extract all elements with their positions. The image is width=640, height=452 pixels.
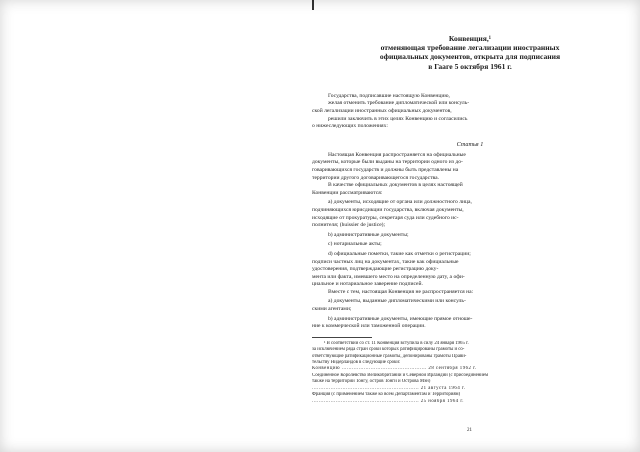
article-line: d) официальные пометки, такие как отметки о регистрации; [328,250,471,257]
article-line: Конвенции рассматриваются: [312,189,383,196]
page-number: 21 [467,428,472,433]
document-title [312,34,628,71]
preamble-line: Государства, подписавшие настоящую Конвенцию, [328,92,450,99]
footnote [312,341,628,405]
preamble-line: желая отменить требование дипломатической или консуль- [328,100,470,107]
article-line: c) нотариальные акты; [328,241,382,248]
article-line: полнителя; (huissier de justice); [312,222,386,229]
article-line: ние к коммерческой или таможенной операции. [312,323,426,330]
preamble [312,93,628,131]
article-line: Настоящая Конвенция распространяется на официальные [328,151,466,158]
article-body [312,152,628,331]
article-line: В качестве официальных документов в целях настоящей [328,182,463,189]
article-line: территории другого договаривающегося государства. [312,174,439,181]
article-line: b) административные документы; [328,231,409,238]
scan-margin-mark [312,0,314,10]
title-line: в Гааге 5 октября 1961 г. [428,61,512,71]
preamble-line: ской легализации иностранных официальных документов, [312,108,452,114]
article-line: b) административные документы, имеющие прямое отноше- [328,315,473,322]
article-line: удостоверения, подтверждающие регистрацию доку- [312,266,439,273]
article-line: Вместе с тем, настоящая Конвенция не распространяется на: [328,288,474,295]
footnote-line: также на территории Тонгу, остров Тонги и Острова Мэн) [312,379,431,385]
article-line: a) документы, выданные дипломатическими или консуль- [328,298,466,305]
footnote-line: Франция (с применением также ко всем Департаментам и Территориям) [312,392,461,398]
footnote-line: ¹ В соответствии со ст. 11 Конвенция вступила в силу 24 января 1965 г. [324,340,469,346]
footnote-line: ответствующие ратификационные грамоты, депонированы грамоты Прави- [312,353,467,359]
article-line: исходящие от прокуратуры, секретаря суда или судебного ис- [312,214,459,221]
article-line: подчиняющихся юрисдикции государства, включая документы, [312,206,464,213]
preamble-line: о нижеследующих положениях: [312,123,388,130]
title-line: официальных документов, открыта для подписания [379,52,561,62]
footnote-line: ............................................................... 25 ноября 1964 г. [312,398,464,404]
title-line: отменяющая требование легализации иностранных [380,43,560,53]
article-line: циальное и нотариальное заверение подписей. [312,281,423,288]
article-line: говаривающихся государств и должны быть представлены на [312,166,459,173]
preamble-line: решили заключить в этих целях Конвенцию и согласились [328,115,468,122]
article-line: подписи частных лиц на документах, такие как официальные [312,258,459,265]
footnote-line: за исключением ряда стран сроки которых ратифицированы грамоты и со- [312,347,465,353]
footnote-line: Конвенцию .................................................. 28 сентября 1962 г. [312,366,477,372]
title-line: Конвенция,¹ [448,34,492,43]
article-line: мента или факта, имевшего место на определенную дату, а офи- [312,273,465,280]
article-line: скими агентами; [312,306,352,313]
article-line: а) документы, исходящие от органа или должностного лица, [328,199,472,206]
footnote-divider [312,337,372,338]
article-line: документы, которые были выданы на территории одного из до- [312,159,463,166]
footnote-line: ............................................................... 21 августа 1964 г. [312,385,466,391]
footnote-line: тельству Нидерландов в следующие сроки: [312,360,401,366]
article-heading: Статья 1 [456,140,484,148]
footnote-line: Соединенное Королевство Великобритании и Северной Ирландии (с присоединением [312,372,489,378]
document-page [312,12,628,450]
